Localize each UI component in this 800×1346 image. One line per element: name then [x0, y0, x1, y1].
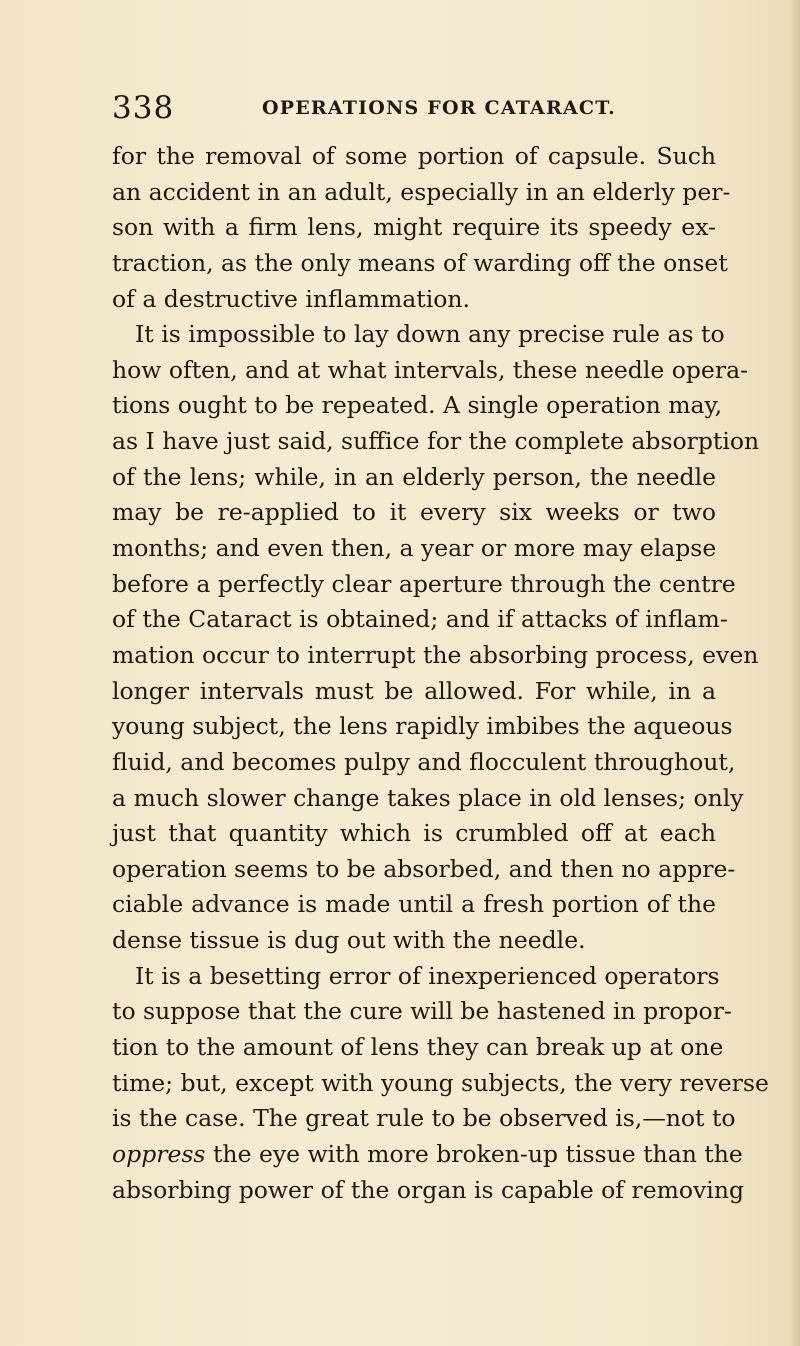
text-line: traction, as the only means of warding off the onset [112, 248, 728, 277]
page-edge-shadow [790, 0, 800, 1346]
text-line: may be re-applied to it every six weeks or two [112, 498, 716, 527]
emphasized-word: oppress [112, 1139, 206, 1168]
paragraph [112, 139, 731, 317]
text-line: just that quantity which is crumbled off at each [112, 819, 716, 848]
text-line: months; and even then, a year or more may elapse [112, 534, 717, 563]
text-line-with-emphasis [112, 1137, 743, 1173]
text-line: an accident in an adult, especially in an elderly per- [112, 177, 731, 206]
text-line: is the case. The great rule to be observed is,—not to [112, 1104, 736, 1133]
text-line: a much slower change takes place in old lenses; only [112, 783, 744, 812]
text-line: young subject, the lens rapidly imbibes the aqueous [112, 712, 733, 741]
text-line: of the Cataract is obtained; and if attacks of inflam- [112, 605, 728, 634]
text-line-remainder: the eye with more broken-up tissue than the [212, 1139, 743, 1168]
text-line: of the lens; while, in an elderly person, the needle [112, 462, 716, 491]
text-line: son with a firm lens, might require its speedy ex- [112, 213, 716, 242]
text-line: for the removal of some portion of capsule. Such [112, 142, 716, 170]
text-line: to suppose that the cure will be hastened in propor- [112, 997, 732, 1026]
paragraph [112, 959, 769, 1208]
text-line: mation occur to interrupt the absorbing process, even [112, 640, 759, 669]
paragraph [112, 317, 760, 959]
text-line: tions ought to be repeated. A single operation may, [112, 391, 723, 420]
text-line: It is impossible to lay down any precise rule as to [135, 320, 725, 349]
text-line: operation seems to be absorbed, and then no appre- [112, 854, 736, 883]
text-line: dense tissue is dug out with the needle. [112, 926, 586, 955]
text-line: time; but, except with young subjects, the very reverse [112, 1068, 769, 1097]
text-line: It is a besetting error of inexperienced operators [135, 961, 720, 990]
text-line: fluid, and becomes pulpy and flocculent throughout, [112, 747, 736, 776]
running-head: OPERATIONS FOR CATARACT. [262, 97, 616, 119]
text-line: ciable advance is made until a fresh portion of the [112, 890, 716, 919]
page-header [112, 88, 712, 128]
text-line: absorbing power of the organ is capable of removing [112, 1175, 744, 1204]
text-line: before a perfectly clear aperture through the centre [112, 569, 736, 598]
text-line: longer intervals must be allowed. For while, in a [112, 676, 716, 705]
text-line: of a destructive inflammation. [112, 284, 471, 313]
text-line: how often, and at what intervals, these needle opera- [112, 355, 749, 384]
text-line: tion to the amount of lens they can break up at one [112, 1033, 724, 1062]
body-text [112, 139, 769, 1208]
page-number: 338 [112, 90, 175, 126]
text-line: as I have just said, suffice for the complete absorption [112, 427, 760, 456]
